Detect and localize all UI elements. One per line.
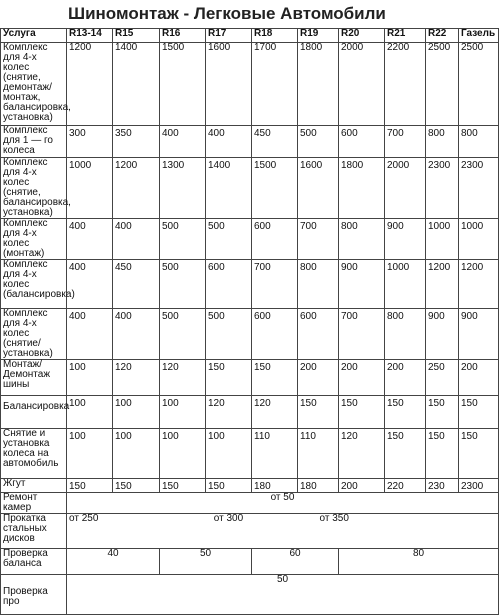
price-cell: 200 [459,360,499,396]
table-row [1,158,499,219]
price-cell: 150 [298,396,339,429]
price-cell: 150 [252,360,298,396]
price-cell: 1500 [252,158,298,219]
balance-value-1: 40 [67,549,160,575]
rolling-label: Прокатка стальных дисков [1,514,67,549]
price-cell: 450 [252,126,298,158]
table-row [1,479,499,493]
service-cell: Жгут [1,479,67,493]
price-cell: 1400 [206,158,252,219]
price-cell: 2500 [426,43,459,126]
price-cell: 1400 [113,43,160,126]
price-cell: 1800 [298,43,339,126]
price-cell: 400 [113,309,160,360]
table-row [1,126,499,158]
repair-value: от 50 [67,493,499,514]
header-cell-r22: R22 [426,29,459,43]
price-cell: 700 [385,126,426,158]
price-cell: 600 [206,260,252,309]
table-row [1,429,499,479]
price-cell: 100 [67,360,113,396]
table-row [1,43,499,126]
price-cell: 110 [298,429,339,479]
price-cell: 120 [206,396,252,429]
price-cell: 500 [206,309,252,360]
table-row [1,360,499,396]
price-cell: 1500 [160,43,206,126]
price-cell: 150 [459,429,499,479]
price-cell: 500 [160,309,206,360]
price-cell: 800 [426,126,459,158]
table-header-row [1,29,499,43]
header-cell-r16: R16 [160,29,206,43]
rolling-row [1,514,499,549]
price-cell: 500 [298,126,339,158]
price-cell: 300 [67,126,113,158]
balance-row [1,549,499,575]
price-cell: 150 [67,479,113,493]
price-cell: 700 [252,260,298,309]
price-cell: 150 [206,479,252,493]
price-cell: 250 [426,360,459,396]
rolling-value-1: от 250 [67,514,160,549]
header-cell-gazelle: Газель [459,29,499,43]
table-row [1,309,499,360]
price-cell: 150 [160,479,206,493]
price-cell: 1800 [339,158,385,219]
price-cell: 120 [160,360,206,396]
price-cell: 500 [206,219,252,260]
price-cell: 1200 [113,158,160,219]
price-cell: 700 [339,309,385,360]
price-cell: 200 [339,360,385,396]
price-cell: 700 [298,219,339,260]
price-cell: 2500 [459,43,499,126]
price-cell: 230 [426,479,459,493]
service-cell: Комплекс для 4-х колес (снятие, балансировка, установка) [1,158,67,219]
price-cell: 150 [339,396,385,429]
price-cell: 2200 [385,43,426,126]
service-cell: Комплекс для 4-х колес (снятие/установка) [1,309,67,360]
price-cell: 900 [385,219,426,260]
price-cell: 110 [252,429,298,479]
balance-value-2: 50 [160,549,252,575]
price-cell: 1000 [67,158,113,219]
rolling-value-2: от 300 [160,514,298,549]
header-cell-r13-14: R13-14 [67,29,113,43]
price-cell: 800 [298,260,339,309]
price-cell: 600 [252,309,298,360]
header-cell-r15: R15 [113,29,160,43]
price-cell: 100 [67,429,113,479]
price-cell: 1200 [459,260,499,309]
price-cell: 1200 [67,43,113,126]
price-cell: 1000 [385,260,426,309]
price-cell: 150 [426,429,459,479]
service-cell: Балансировка [1,396,67,429]
header-cell-r18: R18 [252,29,298,43]
header-cell-r17: R17 [206,29,252,43]
price-cell: 2000 [339,43,385,126]
check-label: Проверка про [1,575,67,615]
price-cell: 600 [298,309,339,360]
price-cell: 100 [67,396,113,429]
balance-value-3: 60 [252,549,339,575]
header-cell-r20: R20 [339,29,385,43]
price-cell: 500 [160,219,206,260]
price-cell: 1700 [252,43,298,126]
price-cell: 100 [160,429,206,479]
price-cell: 150 [206,360,252,396]
price-cell: 1000 [426,219,459,260]
page-title: Шиномонтаж - Легковые Автомобили [68,4,386,23]
price-table [0,28,499,615]
price-cell: 350 [113,126,160,158]
price-cell: 1000 [459,219,499,260]
price-cell: 220 [385,479,426,493]
price-cell: 400 [160,126,206,158]
price-cell: 200 [385,360,426,396]
rolling-value-3: от 350 [298,514,499,549]
price-cell: 120 [339,429,385,479]
price-cell: 600 [339,126,385,158]
price-cell: 800 [459,126,499,158]
price-cell: 150 [113,479,160,493]
price-cell: 1600 [298,158,339,219]
price-cell: 200 [339,479,385,493]
price-cell: 100 [206,429,252,479]
price-cell: 150 [385,429,426,479]
balance-label: Проверка баланса [1,549,67,575]
price-cell: 900 [339,260,385,309]
price-cell: 1200 [426,260,459,309]
price-cell: 2000 [385,158,426,219]
price-cell: 1600 [206,43,252,126]
price-cell: 800 [385,309,426,360]
check-value: 50 [67,575,499,615]
check-row [1,575,499,615]
price-cell: 400 [67,219,113,260]
price-cell: 400 [113,219,160,260]
table-row [1,396,499,429]
repair-row [1,493,499,514]
price-cell: 1300 [160,158,206,219]
price-cell: 500 [160,260,206,309]
price-cell: 400 [67,260,113,309]
price-cell: 400 [206,126,252,158]
table-row [1,260,499,309]
service-cell: Снятие и установка колеса на автомобиль [1,429,67,479]
price-cell: 120 [113,360,160,396]
price-cell: 600 [252,219,298,260]
price-cell: 2300 [426,158,459,219]
price-cell: 150 [385,396,426,429]
header-cell-r21: R21 [385,29,426,43]
price-cell: 150 [426,396,459,429]
service-cell: Комплекс для 4-х колес (монтаж) [1,219,67,260]
price-cell: 900 [459,309,499,360]
price-cell: 800 [339,219,385,260]
price-cell: 100 [113,429,160,479]
price-cell: 120 [252,396,298,429]
table-row [1,219,499,260]
price-cell: 450 [113,260,160,309]
price-cell: 2300 [459,479,499,493]
price-cell: 2300 [459,158,499,219]
price-cell: 900 [426,309,459,360]
price-cell: 180 [252,479,298,493]
price-cell: 400 [67,309,113,360]
price-cell: 180 [298,479,339,493]
header-cell-service: Услуга [1,29,67,43]
service-cell: Монтаж/Демонтаж шины [1,360,67,396]
price-cell: 100 [113,396,160,429]
balance-value-4: 80 [339,549,499,575]
service-cell: Комплекс для 1 — го колеса [1,126,67,158]
header-cell-r19: R19 [298,29,339,43]
service-cell: Комплекс для 4-х колес (снятие, демонтаж/монтаж, балансировка, установка) [1,43,67,126]
price-cell: 100 [160,396,206,429]
price-cell: 150 [459,396,499,429]
repair-label: Ремонт камер [1,493,67,514]
service-cell: Комплекс для 4-х колес (балансировка) [1,260,67,309]
price-cell: 200 [298,360,339,396]
